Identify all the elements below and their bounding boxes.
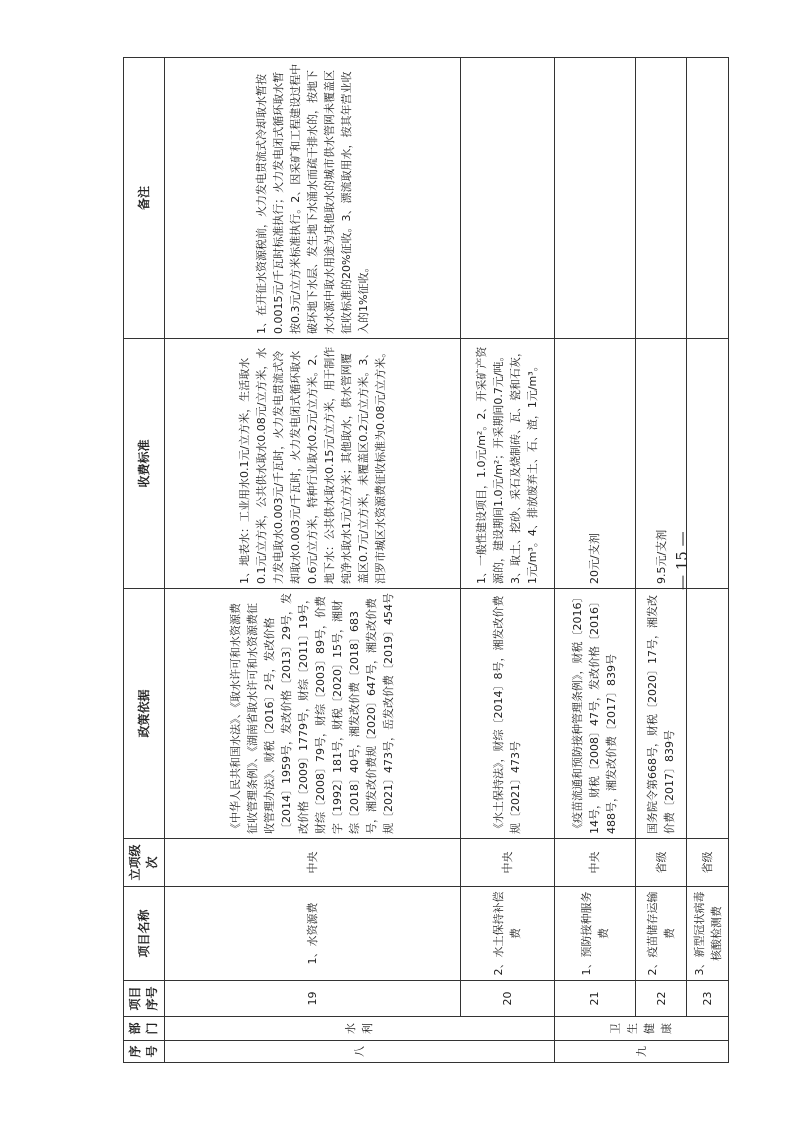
item-level: 中央 xyxy=(554,839,636,887)
item-no: 19 xyxy=(165,981,461,1017)
item-no: 23 xyxy=(687,981,729,1017)
item-basis xyxy=(687,589,729,839)
item-level: 省级 xyxy=(636,839,687,887)
item-standard: 1、地表水：工业用水0.1元/立方米，生活取水0.1元/立方米，公共供水取水0.08元/立方米，水力发电取水0.003元/千瓦时，火力发电贯流式冷却取水0.003元/千瓦时，火力发电闭式循环取水0.6元/立方米，特种行业取水0.2元/立方米。2、地下水：公共供水取水0.15元/立方米，用于制作纯净水取水1元/立方米；其他取水，供水管网覆盖区0.7元/立方米，未覆盖区0.2元/立方米。3、汨罗市城区水资源费征收标准为0.08元/立方米。 xyxy=(165,339,461,589)
item-basis: 《疫苗流通和预防接种管理条例》，财税〔2016〕14号，财税〔2008〕47号，发改价格〔2016〕488号，湘发改价费〔2017〕839号 xyxy=(554,589,636,839)
item-level: 中央 xyxy=(460,839,554,887)
item-name: 1、预防接种服务费 xyxy=(554,887,636,981)
group-dept: 卫生健康 xyxy=(554,1017,728,1041)
item-no: 22 xyxy=(636,981,687,1017)
header-basis: 政策依据 xyxy=(124,589,165,839)
table-row xyxy=(165,58,461,1063)
header-standard: 收费标准 xyxy=(124,339,165,589)
item-remark: 1、在开征水资源税前，火力发电贯流式冷却取水暂按0.0015元/千瓦时标准执行；火力发电闭式循环取水暂按0.3元/立方米标准执行。2、因采矿和工程建设过程中破坏地下水层、发生地下水涌水而疏干排水的，按地下水水源中取水用途为其他取水的城市供水管网未覆盖区征收标准的20%征收。3、漂流取用水，按其年营业收入的1%征收。 xyxy=(165,58,461,339)
group-seq: 九 xyxy=(554,1041,728,1063)
item-level: 中央 xyxy=(165,839,461,887)
item-remark xyxy=(554,58,636,339)
item-name: 3、新型冠状病毒核酸检测费 xyxy=(687,887,729,981)
header-row xyxy=(124,58,165,1063)
group-seq: 八 xyxy=(165,1041,555,1063)
header-name: 项目名称 xyxy=(124,887,165,981)
item-name: 1、水资源费 xyxy=(165,887,461,981)
header-dept: 部门 xyxy=(124,1017,165,1041)
fee-table xyxy=(123,57,729,1063)
table-row xyxy=(554,58,636,1063)
item-standard: 9.5元/支剂 xyxy=(636,339,687,589)
item-basis: 《水土保持法》，财综〔2014〕8号，湘发改价费规〔2021〕473号 xyxy=(460,589,554,839)
item-remark xyxy=(687,58,729,339)
item-standard: 1、一般性建设项目，1.0元/m²。2、开采矿产资源的，建设期间1.0元/m²；开采期间0.7元/吨。3、取土、挖砂、采石及烧制砖、瓦、瓷和石灰，1元/m³。4、排放废弃土、石、渣，1元/m³。 xyxy=(460,339,554,589)
rotated-table-wrapper xyxy=(123,58,729,1063)
page-number-text: — 15 — xyxy=(673,531,691,590)
item-standard: 20元/支剂 xyxy=(554,339,636,589)
item-name: 2、水土保持补偿费 xyxy=(460,887,554,981)
header-level: 立项级次 xyxy=(124,839,165,887)
item-basis: 国务院令第668号，财税〔2020〕17号，湘发改价费〔2017〕839号 xyxy=(636,589,687,839)
table-row xyxy=(460,58,554,1063)
item-basis: 《中华人民共和国水法》、《取水许可和水资源费征收管理条例》、《湖南省取水许可和水资源费征收管理办法》、财税〔2016〕2号，发改价格〔2014〕1959号，发改价格〔2013〕29号，发改价格〔2009〕1779号，财综〔2011〕19号，财综〔2008〕79号，财综〔2003〕89号，价费字〔1992〕181号，财税〔2020〕15号，湘财综〔2018〕40号，湘发改价费〔2018〕683号，湘发改价费规〔2020〕647号，湘发改价费规〔2021〕473号，岳发改价费〔2019〕454号 xyxy=(165,589,461,839)
item-level: 省级 xyxy=(687,839,729,887)
item-no: 20 xyxy=(460,981,554,1017)
item-remark xyxy=(460,58,554,339)
item-name: 2、疫苗储存运输费 xyxy=(636,887,687,981)
group-dept: 水利 xyxy=(165,1017,555,1041)
header-item-no: 项目序号 xyxy=(124,981,165,1017)
header-seq: 序号 xyxy=(124,1041,165,1063)
item-remark xyxy=(636,58,687,339)
item-no: 21 xyxy=(554,981,636,1017)
header-remark: 备注 xyxy=(124,58,165,339)
